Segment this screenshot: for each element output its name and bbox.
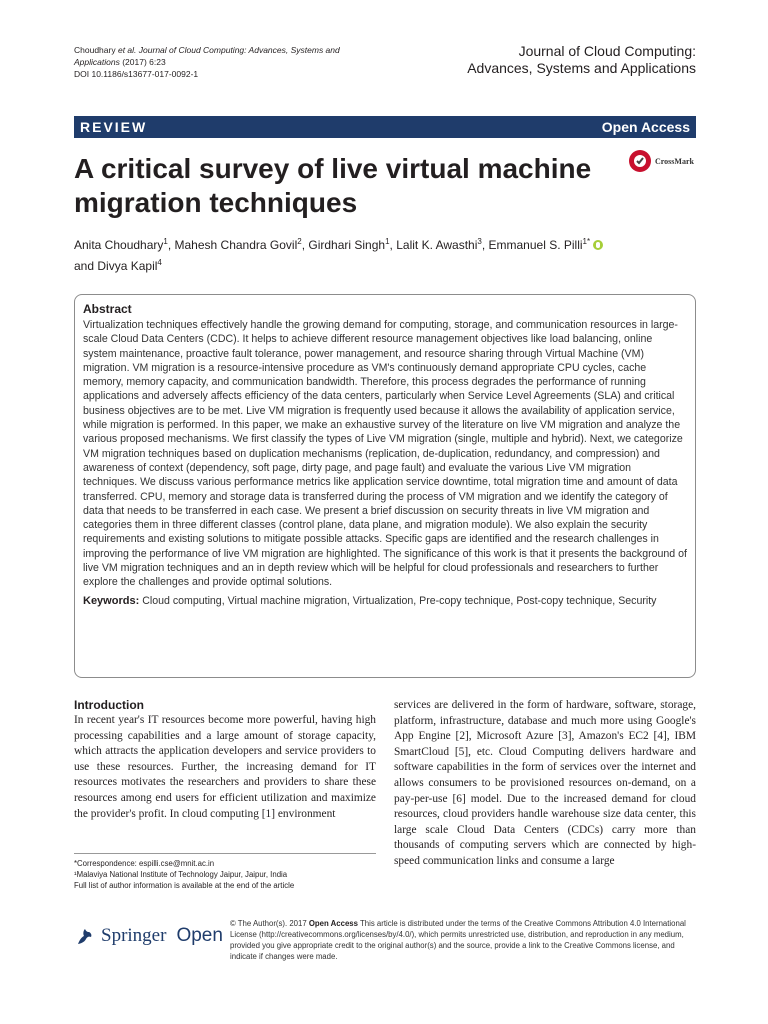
keywords-text: Cloud computing, Virtual machine migration, Virtualization, Pre-copy technique, Post-copy technique, Security — [142, 594, 657, 607]
journal-name-line1: Journal of Cloud Computing: — [518, 43, 696, 59]
author-name: Emmanuel S. Pilli — [488, 238, 583, 252]
author-name: Anita Choudhary — [74, 238, 164, 252]
author-affiliation: 1 — [163, 237, 168, 246]
footnotes — [74, 853, 376, 891]
author-name: Divya Kapil — [97, 259, 158, 273]
author-name: Girdhari Singh — [308, 238, 386, 252]
author-affiliation: 3 — [477, 237, 482, 246]
springer-open-logo — [74, 925, 223, 947]
orcid-icon[interactable] — [593, 240, 603, 250]
open-access-label: Open Access — [601, 119, 690, 135]
author-affiliation: 1 — [385, 237, 390, 246]
crossmark-label: CrossMark — [655, 156, 694, 166]
abstract-heading: Abstract — [83, 302, 132, 316]
author-affiliation: 4 — [157, 258, 162, 267]
title-line2: migration techniques — [74, 187, 358, 218]
keywords — [83, 594, 687, 608]
abstract-text: Virtualization techniques effectively handle the growing demand for computing, storage, and communication resources in large-scale Cloud Data Centers (CDC). It helps to achieve different resource management objectives like load balancing, online system maintenance, proactive fault tolerance, power management, and resource sharing through Virtual Machine (VM) migration. VM migration is a resource-intensive procedure as VM's continuously demand appropriate CPU cycles, cache memory, memory capacity, and communication bandwidth. Therefore, this process degrades the performance of running applications and adversely affects efficiency of the data centers, particularly when Service Level Agreements (SLA) and critical business objectives are to be met. Live VM migration is frequently used because it allows the availability of application service, while migration is performed. In this paper, we make an exhaustive survey of the literature on live VM migration and analyze the various proposed mechanisms. We first classify the types of Live VM migration (single, multiple and hybrid). Next, we categorize VM migration techniques based on duplication mechanisms (replication, de-duplication, redundancy, and compression) and awareness of context (dependency, soft page, dirty page, and page fault) and evaluate the various Live VM migration techniques. We discuss various performance metrics like application service downtime, total migration time and amount of data transferred. CPU, memory and storage data is transferred during the process of VM migration and we identify the category of data that needs to be transferred in each case. We present a brief discussion on security threats in live VM migration and categories them in three different classes (control plane, data plane, and migration module). We also explain the security requirements and existing solutions to mitigate possible attacks. Specific gaps are identified and the research challenges in improving the performance of live VM migration are highlighted. The significance of this work is that it presents the background of live VM migration techniques and an in depth review which will be helpful for cloud professionals and researchers to further explore the challenges and provide optimal solutions. — [83, 319, 687, 589]
affiliation-note: ¹Malaviya National Institute of Technology Jaipur, Jaipur, India — [74, 870, 288, 879]
abstract-box — [74, 294, 696, 678]
license-prefix: © The Author(s). 2017 — [230, 919, 307, 928]
author-info-note: Full list of author information is available at the end of the article — [74, 881, 295, 890]
license-text — [230, 918, 698, 962]
author-affiliation: 1* — [582, 237, 591, 246]
author-and: and — [74, 259, 95, 273]
citation-journal: Journal of Cloud Computing: Advances, Systems and Applications — [74, 45, 340, 67]
correspondence-note[interactable]: *Correspondence: espilli.cse@mnit.ac.in — [74, 859, 215, 868]
article-type-label: REVIEW — [80, 119, 148, 135]
title-line1: A critical survey of live virtual machine — [74, 153, 592, 184]
springer-name: Springer — [101, 925, 167, 946]
article-type-banner — [74, 116, 696, 138]
citation-et-al: et al. — [117, 45, 137, 55]
citation-author: Choudhary — [74, 45, 116, 55]
crossmark-icon — [628, 149, 652, 173]
body-column-right — [394, 698, 696, 870]
journal-name-line2: Advances, Systems and Applications — [467, 60, 696, 76]
license-body: This article is distributed under the terms of the Creative Commons Attribution 4.0 International License (http://creativecommons.org/licenses/by/4.0/), which permits unrestricted use, distribution, and reproduction in any medium, provided you give appropriate credit to the original author(s) and the source, provide a link to the Creative Commons license, and indicate if changes were made. — [230, 919, 686, 961]
intro-paragraph-right: services are delivered in the form of hardware, software, storage, platform, infrastructure, database and much more using Google's App Engine [2], Microsoft Azure [3], Amazon's EC2 [4], IBM SmartCloud [5], etc. Cloud Computing delivers hardware and software capabilities in the form of services over the internet and allows consumers to be provisioned resources on-demand, on a pay-per-use [6] model. Due to the increased demand for cloud resources, cloud providers handle warehouse size data center, this large scale Cloud Data Centers (CDCs) carry more than thousands of computing servers which are connected by high-speed communication links and consume a large — [394, 699, 696, 867]
body-column-left — [74, 698, 376, 822]
author-name: Lalit K. Awasthi — [396, 238, 478, 252]
springer-horse-icon — [74, 925, 96, 947]
author-list: Anita Choudhary$^1$, Mahesh Chandra Govil$^2$, Girdhari Singh$^1$, Lalit K. Awasthi$^3$, Emmanuel S. Pilli$^{1*}$ and Divya Kapil$^4$ — [74, 233, 674, 275]
citation-year: (2017) 6:23 — [122, 57, 166, 67]
keywords-label: Keywords: — [83, 594, 140, 607]
crossmark-badge[interactable] — [628, 149, 694, 173]
article-title — [74, 152, 614, 220]
citation-block — [74, 44, 374, 80]
springer-open-text: Open — [176, 925, 223, 946]
author-name: Mahesh Chandra Govil — [174, 238, 298, 252]
intro-paragraph-left: In recent year's IT resources become more powerful, having high processing capabilities and a large amount of storage capacity, which attracts the application developers and service providers to use these resources. Further, the increasing demand for IT resources motivates the researchers and providers to share these resources among end users for efficient utilization and maximize the provider's profit. In cloud computing [1] environment — [74, 714, 376, 820]
author-affiliation: 2 — [297, 237, 302, 246]
journal-name — [396, 43, 696, 77]
section-heading-introduction: Introduction — [74, 698, 144, 712]
license-open-access: Open Access — [308, 919, 358, 928]
doi[interactable]: DOI 10.1186/s13677-017-0092-1 — [74, 69, 199, 79]
